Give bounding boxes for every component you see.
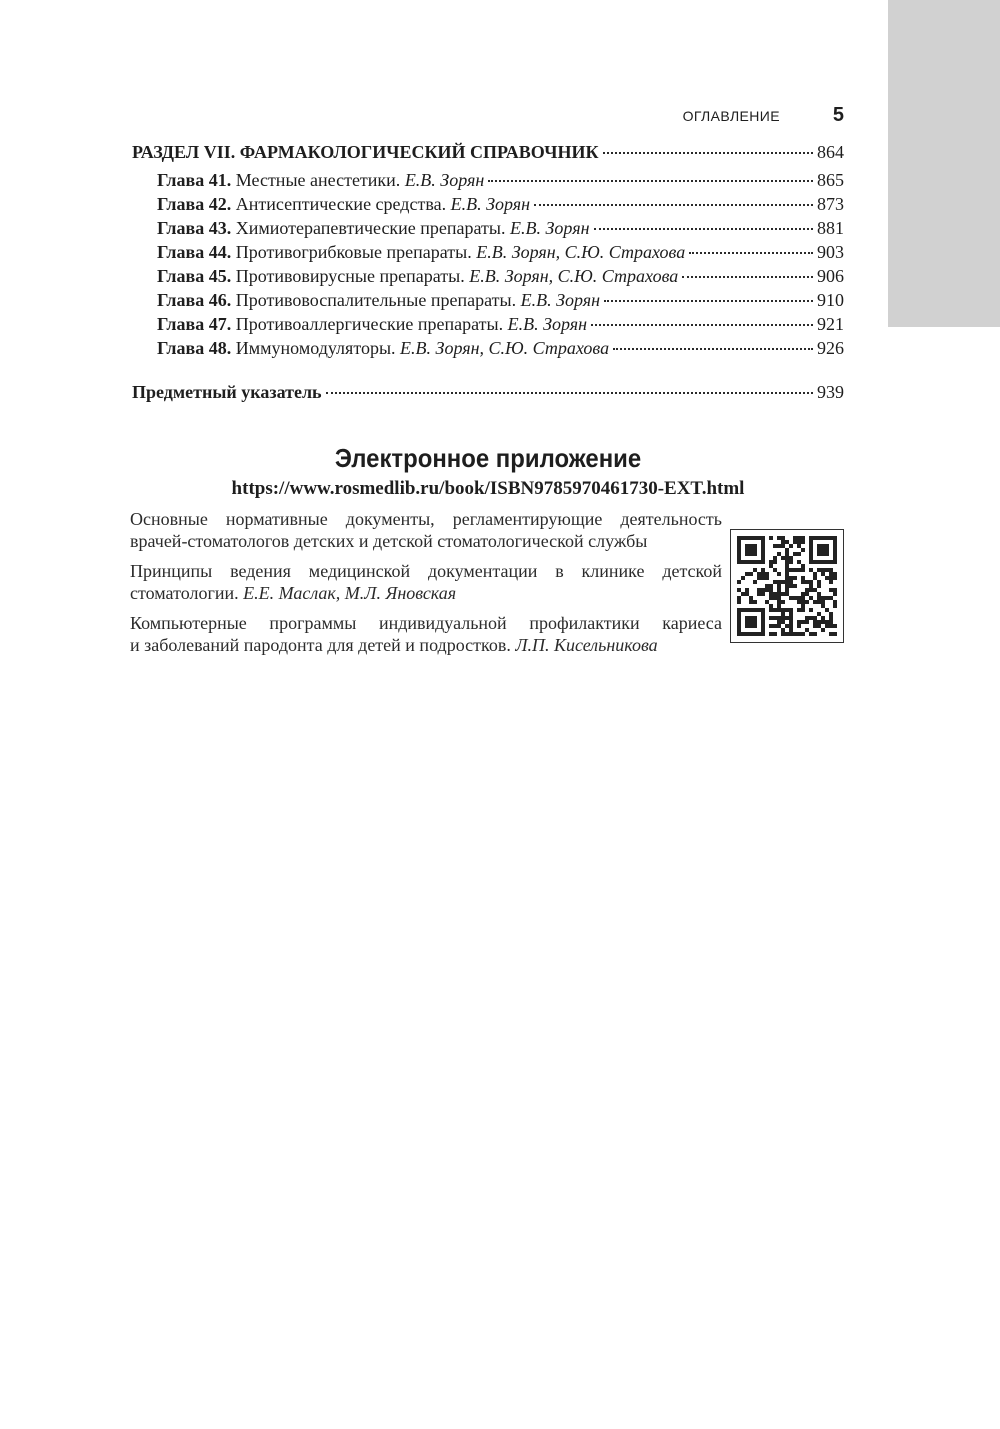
qr-module [753,568,757,572]
qr-module [797,560,801,564]
qr-module [809,608,813,612]
chapter-title: Иммуномодуляторы. [235,338,396,358]
qr-module [785,576,789,580]
qr-module [829,624,833,628]
qr-module [801,540,805,544]
qr-module [737,600,741,604]
index-page: 939 [817,382,844,402]
toc-index-row[interactable] [132,380,844,404]
qr-module [777,596,781,600]
qr-module [785,632,789,636]
qr-module [813,600,817,604]
chapter-title: Местные анестетики. [235,170,401,190]
qr-module [821,604,825,608]
qr-module [773,560,777,564]
chapter-title: Противоаллергические препараты. [235,314,504,334]
qr-module [817,600,821,604]
qr-module [781,612,785,616]
qr-module [781,632,785,636]
qr-module [793,536,797,540]
toc-chapter-row[interactable] [132,192,844,216]
qr-module [773,608,777,612]
qr-module [805,616,809,620]
qr-module [829,616,833,620]
dot-leader [326,392,813,394]
qr-module [821,620,825,624]
chapter-page: 865 [817,170,844,190]
qr-module [785,540,789,544]
qr-module [825,620,829,624]
qr-module [805,592,809,596]
qr-module [817,612,821,616]
qr-module [801,632,805,636]
qr-module [769,624,773,628]
qr-module [749,572,753,576]
qr-module [785,592,789,596]
qr-module [809,616,813,620]
appendix-item[interactable] [130,560,722,604]
qr-module [821,568,825,572]
dot-leader [534,204,813,206]
qr-module [789,632,793,636]
qr-module [793,540,797,544]
qr-module [801,596,805,600]
toc-chapter-row[interactable] [132,312,844,336]
chapter-title: Противогрибковые препараты. [235,242,472,262]
qr-module [829,632,833,636]
qr-module [821,600,825,604]
qr-module [789,608,793,612]
qr-module [801,608,805,612]
qr-module [773,544,777,548]
qr-module [785,580,789,584]
qr-module [797,624,801,628]
qr-module [797,600,801,604]
qr-module [813,572,817,576]
qr-module [801,568,805,572]
dot-leader [689,252,813,254]
chapter-title: Противовирусные препараты. [235,266,465,286]
table-of-contents [132,140,844,360]
dot-leader [591,324,813,326]
qr-code-graphic [731,530,843,642]
qr-module [761,568,765,572]
qr-module [773,580,777,584]
qr-module [777,572,781,576]
qr-module [833,592,837,596]
qr-module [789,584,793,588]
qr-module [797,632,801,636]
chapter-label: Глава 43. [157,218,232,238]
qr-module [765,584,769,588]
qr-module [789,544,793,548]
qr-module [817,580,821,584]
qr-module [817,544,829,556]
qr-module [825,596,829,600]
qr-module [773,624,777,628]
page-number: 5 [832,104,844,126]
chapter-label: Глава 47. [157,314,232,334]
running-head-label: ОГЛАВЛЕНИЕ [682,108,780,124]
qr-module [809,596,813,600]
qr-module [785,564,789,568]
qr-module [821,616,825,620]
qr-module [737,580,741,584]
qr-module [825,608,829,612]
chapter-title: Антисептические средства. [235,194,447,214]
qr-module [789,628,793,632]
qr-module [785,548,789,552]
chapter-author: Е.В. Зорян [450,194,531,214]
chapter-page: 921 [817,314,844,334]
qr-module [805,628,809,632]
toc-chapter-row[interactable] [132,264,844,288]
qr-module [833,604,837,608]
qr-module [801,604,805,608]
qr-module [801,564,805,568]
index-title: Предметный указатель [132,382,322,402]
chapter-author: Е.В. Зорян, С.Ю. Страхова [400,338,610,358]
appendix-url-link[interactable]: https://www.rosmedlib.ru/book/ISBN9785970461730-EXT.html [231,478,745,499]
qr-module [833,624,837,628]
chapter-author: Е.В. Зорян [507,314,588,334]
qr-module [789,620,793,624]
qr-module [753,580,757,584]
chapter-author: Е.В. Зорян [520,290,601,310]
qr-module [777,584,781,588]
qr-module [785,588,789,592]
qr-module [813,588,817,592]
qr-module [789,556,793,560]
qr-module [793,584,797,588]
qr-module [765,588,769,592]
qr-module [773,596,777,600]
chapter-author: Е.В. Зорян, С.Ю. Страхова [469,266,679,286]
qr-module [761,592,765,596]
chapter-page: 906 [817,266,844,286]
qr-module [829,580,833,584]
dot-leader [488,180,813,182]
qr-module [785,556,789,560]
qr-module [817,592,821,596]
qr-module [817,568,821,572]
qr-module [817,620,821,624]
qr-module [769,560,773,564]
qr-module [801,576,805,580]
qr-module [745,572,749,576]
qr-module [809,588,813,592]
appendix-item[interactable] [130,612,722,656]
section-page: 864 [817,142,844,162]
qr-module [777,580,781,584]
qr-module [773,568,777,572]
qr-module [789,568,793,572]
qr-module [789,580,793,584]
qr-module [829,568,833,572]
qr-module [789,612,793,616]
appendix-title: Электронное приложение [334,443,642,473]
qr-module [745,588,749,592]
qr-module [769,632,773,636]
toc-chapter-row[interactable] [132,336,844,360]
qr-module [813,620,817,624]
qr-module [769,596,773,600]
chapter-page: 881 [817,218,844,238]
qr-module [785,572,789,576]
qr-module [781,536,785,540]
qr-module [793,596,797,600]
chapter-page: 926 [817,338,844,358]
appendix-item-line: Компьютерные программы индивидуальной профилактики кариеса [130,613,722,633]
qr-module [829,612,833,616]
chapter-label: Глава 41. [157,170,232,190]
qr-module [765,600,769,604]
qr-module [757,572,761,576]
qr-module [825,624,829,628]
qr-module [777,600,781,604]
appendix-item-text: и заболеваний пародонта для детей и подростков. [130,635,511,655]
qr-module [781,600,785,604]
chapter-page: 873 [817,194,844,214]
dot-leader [594,228,814,230]
qr-module [781,592,785,596]
qr-module [817,624,821,628]
qr-module [757,592,761,596]
qr-module [833,572,837,576]
toc-chapter-row[interactable] [132,288,844,312]
qr-module [765,572,769,576]
qr-module [761,572,765,576]
qr-module [821,628,825,632]
qr-module [833,576,837,580]
qr-module [777,536,781,540]
qr-module [789,596,793,600]
dot-leader [603,152,813,154]
qr-module [777,592,781,596]
qr-module [789,624,793,628]
section-title: РАЗДЕЛ VII. ФАРМАКОЛОГИЧЕСКИЙ СПРАВОЧНИК [132,142,599,162]
qr-module [829,576,833,580]
qr-module [785,560,789,564]
qr-module [817,596,821,600]
appendix-list [130,508,722,664]
toc-chapter-row[interactable] [132,216,844,240]
qr-module [749,596,753,600]
qr-module [773,556,777,560]
qr-module [825,568,829,572]
qr-module [833,600,837,604]
qr-module [797,540,801,544]
qr-module [765,576,769,580]
qr-module [741,592,745,596]
qr-module [817,584,821,588]
qr-module [797,536,801,540]
qr-module [757,576,761,580]
toc-chapter-row[interactable] [132,240,844,264]
qr-module [781,608,785,612]
qr-module [769,536,773,540]
qr-module [801,600,805,604]
chapter-label: Глава 42. [157,194,232,214]
qr-module [809,580,813,584]
chapter-title: Химиотерапевтические препараты. [235,218,506,238]
qr-module [757,588,761,592]
qr-module [833,588,837,592]
chapter-author: Е.В. Зорян [510,218,590,238]
qr-module [801,536,805,540]
qr-module [753,600,757,604]
appendix-item-line: Основные нормативные документы, регламентирующие деятельность [130,509,722,529]
qr-module [781,544,785,548]
chapter-author: Е.В. Зорян [404,170,485,190]
qr-module [785,608,789,612]
qr-module [769,616,773,620]
chapter-title: Противовоспалительные препараты. [235,290,517,310]
qr-module [801,620,805,624]
appendix-item-line: врачей-стоматологов детских и детской стоматологической службы [130,531,648,551]
qr-module [801,548,805,552]
qr-module [761,576,765,580]
qr-module [833,632,837,636]
qr-module [813,616,817,620]
qr-module [737,596,741,600]
qr-module [793,552,797,556]
qr-module [773,592,777,596]
appendix-item[interactable] [130,508,722,552]
dot-leader [604,300,813,302]
qr-module [785,584,789,588]
qr-module [829,596,833,600]
qr-module [741,576,745,580]
toc-chapter-row[interactable] [132,168,844,192]
qr-module [777,608,781,612]
qr-module [789,560,793,564]
chapter-author: Е.В. Зорян, С.Ю. Страхова [476,242,686,262]
qr-module [781,556,785,560]
qr-module [797,620,801,624]
toc-section-row[interactable] [132,140,844,168]
qr-module [785,616,789,620]
appendix-item-text: стоматологии. [130,583,239,603]
qr-module [813,576,817,580]
qr-module [769,604,773,608]
qr-code-icon[interactable] [730,529,844,643]
qr-module [797,608,801,612]
qr-module [777,620,781,624]
appendix-item-author: Л.П. Кисельникова [515,635,658,655]
qr-module [773,632,777,636]
qr-module [809,632,813,636]
qr-module [805,588,809,592]
qr-module [761,588,765,592]
qr-module [793,576,797,580]
qr-module [809,584,813,588]
qr-module [769,588,773,592]
qr-module [777,552,781,556]
qr-module [797,596,801,600]
qr-module [813,624,817,628]
qr-module [805,580,809,584]
qr-module [737,588,741,592]
chapter-page: 903 [817,242,844,262]
qr-module [797,544,801,548]
qr-module [781,628,785,632]
qr-module [821,596,825,600]
qr-module [745,544,757,556]
qr-module [793,632,797,636]
qr-module [797,552,801,556]
qr-module [805,620,809,624]
qr-module [745,592,749,596]
appendix-item-author: Е.Е. Маслак, М.Л. Яновская [243,583,457,603]
qr-module [829,572,833,576]
qr-module [793,568,797,572]
qr-module [829,620,833,624]
qr-module [821,572,825,576]
qr-module [781,620,785,624]
chapter-label: Глава 45. [157,266,232,286]
qr-module [773,616,777,620]
qr-module [781,616,785,620]
qr-module [797,568,801,572]
chapter-label: Глава 48. [157,338,232,358]
appendix-item-line-2 [130,634,722,656]
qr-module [777,616,781,620]
dot-leader [613,348,813,350]
qr-module [745,616,757,628]
dot-leader [682,276,813,278]
qr-module [789,576,793,580]
qr-module [785,568,789,572]
qr-module [769,592,773,596]
qr-module [785,624,789,628]
appendix-item-line-2 [130,582,722,604]
qr-module [813,632,817,636]
side-thumb-tab [888,0,1000,327]
chapter-page: 910 [817,290,844,310]
qr-module [749,600,753,604]
qr-module [809,568,813,572]
qr-module [801,580,805,584]
qr-module [777,604,781,608]
qr-module [789,616,793,620]
qr-module [781,540,785,544]
chapter-label: Глава 46. [157,290,232,310]
running-head [600,104,846,130]
qr-module [801,592,805,596]
qr-module [777,588,781,592]
chapter-label: Глава 44. [157,242,232,262]
qr-module [785,552,789,556]
qr-module [777,624,781,628]
qr-module [829,588,833,592]
appendix-item-line: Принципы ведения медицинской документации в клинике детской [130,561,722,581]
qr-module [805,600,809,604]
qr-module [777,544,781,548]
qr-module [769,608,773,612]
qr-module [825,576,829,580]
qr-module [769,584,773,588]
qr-module [769,564,773,568]
qr-module [781,580,785,584]
